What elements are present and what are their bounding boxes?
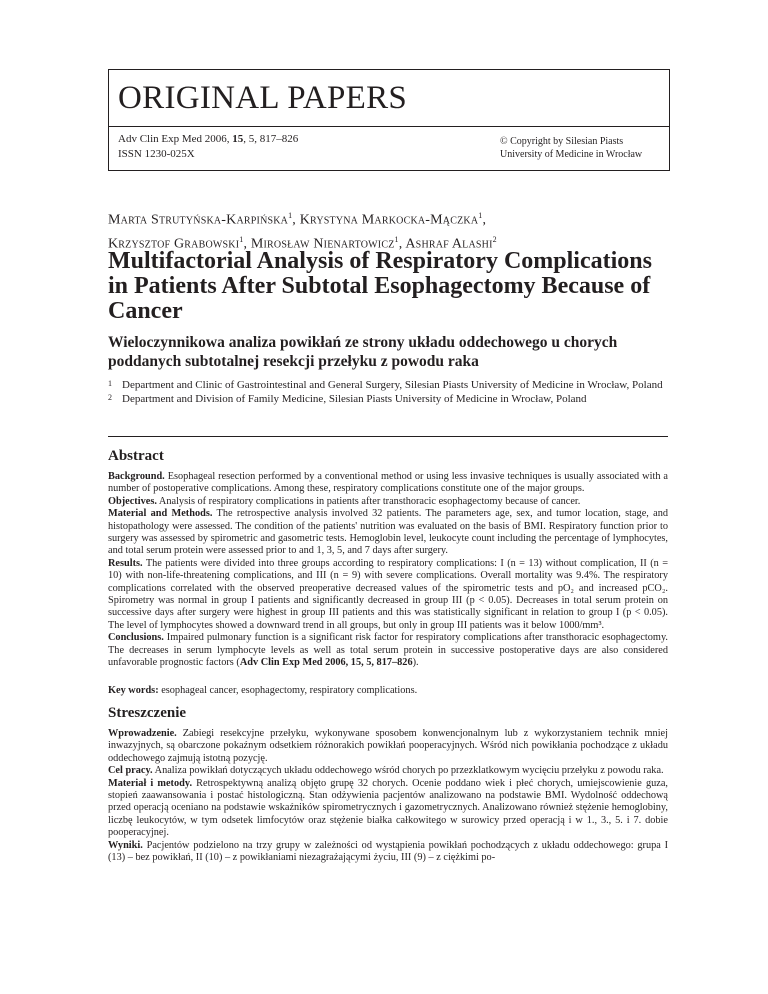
author-affiliation-mark: 1 bbox=[394, 234, 399, 244]
text: Retrospektywną analizą objęto grupę 32 chorych. Ocenie poddano wiek i płeć chorych, umiejscowienie guza, stopień zaawansowania i postać histologiczną. Stan odżywienia pacjentów analizowano na podstawie BMI. Wydolność oddechową przed operacją oceniano na podstawie wskaźników spirometrycznych i gazometrycznych. Analizowano również stężenie hemoglobiny, liczbę leukocytów, w tym odsetek limfocytów oraz stężenie białka całkowitego w surowicy przed operacją i w 1., 3., 5. i 7. dobie pooperacyjnej. bbox=[108, 777, 668, 839]
streszczenie-heading: Streszczenie bbox=[108, 705, 187, 721]
header-divider bbox=[108, 126, 669, 127]
issn: ISSN 1230-025X bbox=[118, 148, 195, 160]
affiliation-1 bbox=[108, 378, 688, 392]
abstract-conclusions bbox=[108, 632, 668, 669]
text: Impaired pulmonary function is a significant risk factor for respiratory complications after transthoracic esophagectomy. The decreases in serum lymphocyte levels as well as total serum protein in successive postoperative days are also considered unfavorable prognostic factors ( bbox=[108, 632, 668, 669]
author: Krzysztof Grabowski bbox=[108, 236, 240, 252]
abstract-background bbox=[108, 471, 668, 496]
streszczenie-body bbox=[108, 728, 668, 864]
text: Analysis of respiratory complications in patients after transthoracic esophagectomy because of cancer. bbox=[158, 495, 581, 507]
text: Esophageal resection performed by a conventional method or using less invasive techniques is usually associated with a number of postoperative complications. Among these, respiratory complications constitute one of the major groups. bbox=[108, 471, 669, 495]
label: Wprowadzenie. bbox=[108, 728, 177, 739]
label: Materiał i metody. bbox=[108, 777, 193, 789]
affiliation-text: Department and Clinic of Gastrointestinal and General Surgery, Silesian Piasts University of Medicine in Wrocław, Poland bbox=[122, 379, 663, 391]
affiliation-text: Department and Division of Family Medicine, Silesian Piasts University of Medicine in Wrocław, Poland bbox=[122, 393, 587, 405]
citation-volume: 15 bbox=[232, 133, 244, 145]
copyright-line-2: University of Medicine in Wrocław bbox=[500, 149, 643, 160]
citation-suffix: , 5, 817–826 bbox=[243, 133, 299, 145]
author-affiliation-mark: 2 bbox=[492, 234, 497, 244]
text: Zabiegi resekcyjne przełyku, wykonywane sposobem konwencjonalnym lub z wykorzystaniem technik mniej inwazyjnych, są obarczone pokaźnym odsetkiem różnorakich powikłań pooperacyjnych. Wśród nich powikłania pochodzące z układu oddechowego zajmują istotną pozycję. bbox=[108, 728, 668, 764]
affiliation-number: 2 bbox=[108, 393, 112, 402]
author-affiliation-mark: 1 bbox=[478, 211, 483, 220]
affiliation-number: 1 bbox=[108, 379, 112, 388]
affiliation-2 bbox=[108, 392, 688, 406]
copyright-line-1: © Copyright by Silesian Piasts bbox=[500, 136, 624, 147]
abstract-heading: Abstract bbox=[108, 448, 164, 464]
keywords-label: Key words: bbox=[108, 685, 159, 696]
author-list: Marta Strutyńska-Karpińska$^1$, Krystyna Markocka-Mączka$^1$, Krzysztof Grabowski$^1$, Mirosław Nienartowicz$^1$, Ashraf Alashi$^2$ bbox=[108, 211, 497, 252]
text: Analiza powikłań dotyczących układu oddechowego wśród chorych po przezklatkowym wycięciu przełyku z powodu raka. bbox=[154, 765, 664, 777]
abstract-objectives bbox=[108, 496, 668, 508]
label: Objectives. bbox=[108, 495, 157, 507]
citation-prefix: Adv Clin Exp Med 2006, bbox=[118, 133, 233, 145]
streszczenie-wprowadzenie bbox=[108, 728, 668, 765]
abstract-results bbox=[108, 558, 668, 632]
label: Results. bbox=[108, 557, 143, 569]
abstract-body bbox=[108, 471, 668, 670]
text: The patients were divided into three groups according to respiratory complications: I (n = 13) without complication, II (n = 10) with non-life-threatening complications, and III (n = 9) with severe complications. Overall mortality was 9.4%. The respiratory complications correlated with the observed preoperative decreased values of the spirometric tests and pO₂ and increased pCO₂. Spirometry was normal in group I patients and significantly decreased in group III (p < 0.05). Decreases in total serum protein on successive days after surgery were highest in group III patients and this was statistically significant in relation to group I (p < 0.05). The level of lymphocytes showed a downward trend in all groups, but only in group III patients was it below 1000/mm³. bbox=[108, 557, 669, 631]
citation: Adv Clin Exp Med 2006, 15, 5, 817–826 bbox=[239, 657, 413, 669]
author: Krystyna Markocka-Mączka bbox=[299, 212, 479, 228]
streszczenie-wyniki bbox=[108, 840, 668, 865]
label: Cel pracy. bbox=[108, 765, 153, 777]
streszczenie-cel bbox=[108, 765, 668, 777]
copyright bbox=[500, 135, 642, 161]
author: Marta Strutyńska-Karpińska bbox=[108, 212, 289, 228]
text: ). bbox=[412, 657, 419, 669]
article-subtitle-polish: Wieloczynnikowa analiza powikłań ze strony układu oddechowego u chorych poddanych subtotalnej resekcji przełyku z powodu raka bbox=[108, 334, 618, 370]
streszczenie-material bbox=[108, 778, 668, 840]
keywords-text: esophageal cancer, esophagectomy, respiratory complications. bbox=[161, 685, 418, 696]
author: Ashraf Alashi bbox=[405, 236, 493, 252]
author-affiliation-mark: 1 bbox=[239, 234, 244, 244]
keywords bbox=[108, 685, 668, 697]
text: The retrospective analysis involved 32 patients. The parameters age, sex, and tumor location, stage, and histopathology were assessed. The condition of the patients' nutrition was evaluated on the basis of BMI. Respiratory function prior to surgery was assessed by spirometric and gasometric tests. Hemoglobin level, leukocyte count including the percentage of lymphocytes, and total serum protein were assessed prior to and 1, 3, 5, and 7 days after surgery. bbox=[108, 508, 669, 557]
label: Material and Methods. bbox=[108, 508, 213, 520]
affiliations bbox=[108, 378, 688, 406]
section-heading: ORIGINAL PAPERS bbox=[118, 80, 408, 116]
label: Background. bbox=[108, 471, 165, 482]
author-affiliation-mark: 1 bbox=[288, 211, 293, 220]
article-title: Multifactorial Analysis of Respiratory Complications in Patients After Subtotal Esophagectomy Because of Cancer bbox=[108, 248, 652, 324]
label: Wyniki. bbox=[108, 839, 143, 851]
abstract-methods bbox=[108, 508, 668, 558]
author: Mirosław Nienartowicz bbox=[250, 236, 395, 252]
text: Pacjentów podzielono na trzy grupy w zależności od wystąpienia powikłań pochodzących z układu oddechowego: grupa I (13) – bez powikłań, II (10) – z powikłaniami niezagrażającymi życiu, III (9) – z ciężkimi po- bbox=[108, 839, 669, 864]
journal-citation bbox=[118, 132, 298, 162]
label: Conclusions. bbox=[108, 632, 164, 644]
section-rule bbox=[108, 436, 668, 437]
